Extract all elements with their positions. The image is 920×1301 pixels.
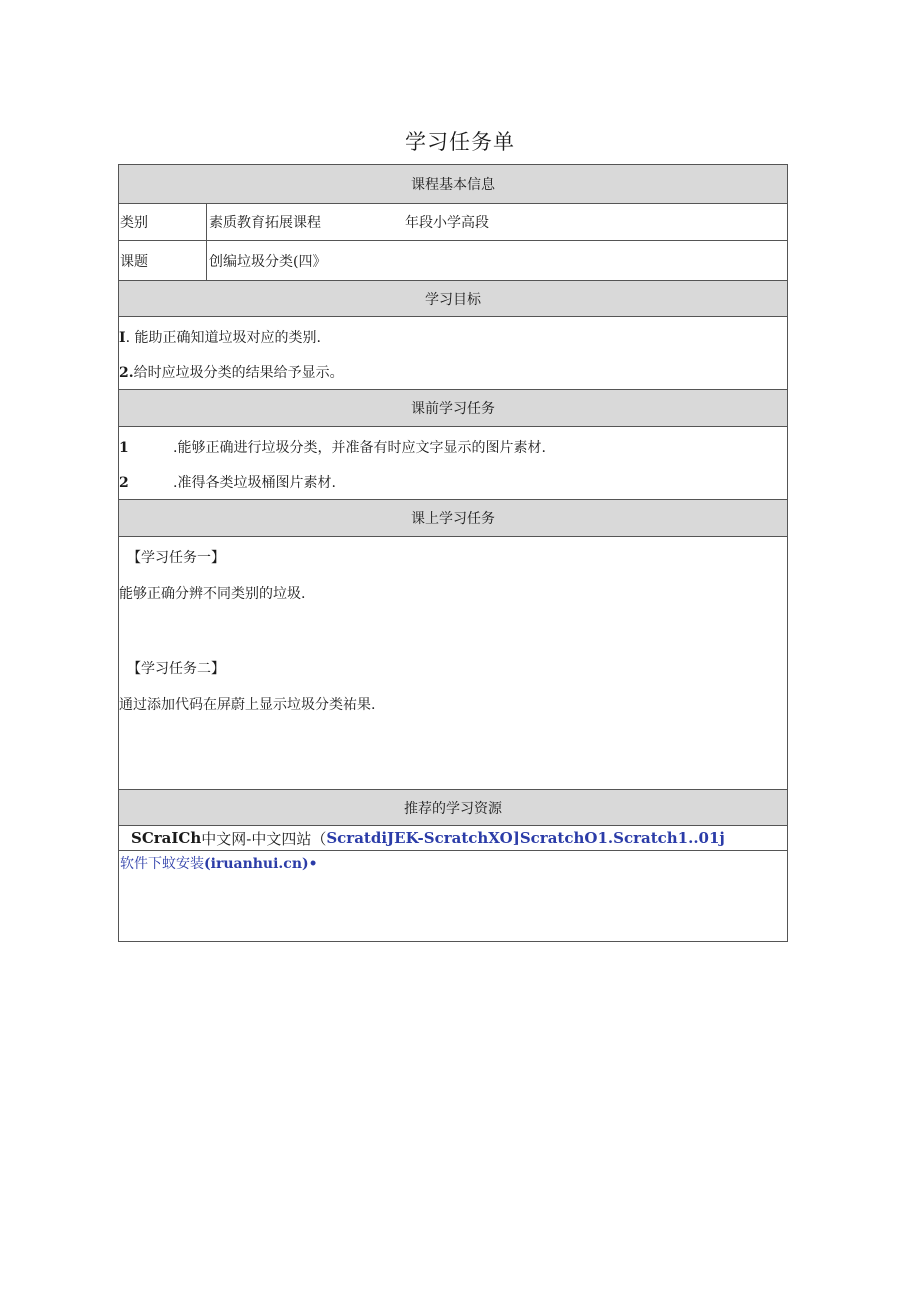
section-header-goals: 学习目标	[119, 281, 787, 317]
section-header-pre-tasks: 课前学习任务	[119, 390, 787, 427]
resource-row-1	[119, 826, 787, 851]
class-tasks-block	[119, 537, 787, 790]
goal-item	[119, 327, 321, 347]
goals-block	[119, 317, 787, 390]
pre-task-number: 1	[119, 440, 129, 456]
pre-task-item	[119, 472, 336, 492]
scratch-link-middle: 中文网-中文四站（	[201, 829, 327, 848]
grade-value: 年段小学高段	[405, 215, 489, 231]
task2-text: 通过添加代码在屏蔚上显示垃圾分类祐果.	[119, 697, 376, 713]
scratch-link-suffix: ScratdiJEK-ScratchXO]ScratchO1.Scratch1..01j	[326, 829, 725, 847]
goal-item	[119, 362, 344, 382]
category-value: 素质教育拓展课程	[209, 215, 321, 231]
pre-task-number: 2	[119, 475, 129, 491]
category-label: 类别	[119, 204, 207, 240]
section-header-resources: 推荐的学习资源	[119, 790, 787, 826]
topic-value: 创编垃圾分类(四》	[209, 253, 327, 270]
scratch-resource-link[interactable]	[119, 826, 725, 850]
section-header-basic-info: 课程基本信息	[119, 165, 787, 204]
software-link-text: 软件下蚊安装	[120, 856, 204, 872]
pre-task-text: .能够正确进行垃圾分类，并准备有时应文字显示的图片素材.	[173, 440, 546, 456]
task2-title: 【学习任务二】	[127, 661, 225, 677]
document-title: 学习任务单	[405, 130, 515, 154]
pre-tasks-block	[119, 427, 787, 500]
goal-text: . 能助正确知道垃圾对应的类别.	[125, 330, 321, 346]
software-link-domain: (iruanhui.cn)•	[204, 856, 318, 872]
task1-text: 能够正确分辨不同类别的垃圾.	[119, 586, 306, 602]
category-row	[119, 204, 787, 241]
goal-text: 给时应垃圾分类的结果给予显示。	[133, 365, 344, 381]
pre-task-item	[119, 437, 546, 457]
scratch-link-prefix: SCraICh	[131, 829, 202, 847]
software-download-link[interactable]	[120, 853, 318, 873]
goal-number: 2.	[119, 365, 134, 381]
topic-row	[119, 241, 787, 281]
pre-task-text: .准得各类垃圾桶图片素材.	[173, 475, 336, 491]
resource-row-2	[119, 851, 787, 941]
task1-title: 【学习任务一】	[127, 550, 225, 566]
category-value-cell	[207, 204, 787, 240]
topic-label: 课题	[119, 241, 207, 280]
goal-number: I	[119, 330, 126, 346]
task-sheet-table	[118, 164, 788, 942]
section-header-class-tasks: 课上学习任务	[119, 500, 787, 537]
